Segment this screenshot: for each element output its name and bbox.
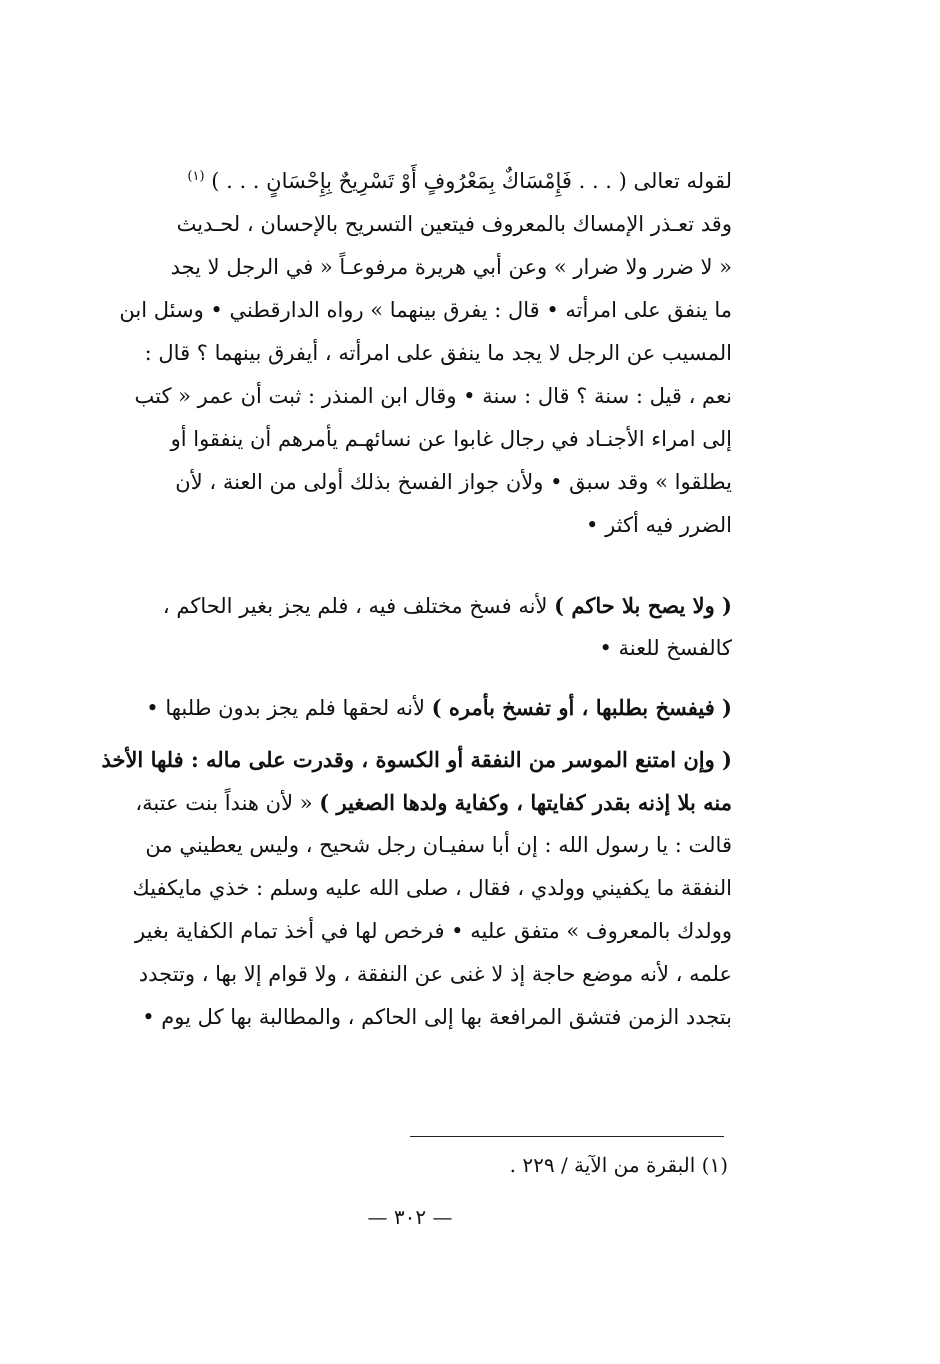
paragraph-3 bbox=[60, 686, 732, 729]
ruling-explanation: لأنه فسخ مختلف فيه ، فلم يجز بغير الحاكم ، bbox=[162, 594, 555, 618]
text-line: ما ينفق على امرأته • قال : يفرق بينهما » رواه الدارقطني • وسئل ابن bbox=[119, 298, 732, 322]
ruling-heading: منه بلا إذنه بقدر كفايتها ، وكفاية ولدها الصغير ) bbox=[319, 790, 732, 815]
paragraph-1 bbox=[60, 160, 732, 547]
paragraph-2 bbox=[60, 584, 732, 670]
text-line: ( وإن امتنع الموسر من النفقة أو الكسوة ، وقدرت على ماله : فلها الأخذ bbox=[101, 747, 732, 772]
ruling-explanation: لأنه لحقها فلم يجز بدون طلبها • bbox=[146, 696, 425, 720]
footnote-marker: (١) bbox=[187, 169, 205, 184]
text-line: « لا ضرر ولا ضرار » وعن أبي هريرة مرفوعـاً « في الرجل لا يجد bbox=[170, 255, 732, 279]
hadith-intro: « لأن هنداً بنت عتبة، bbox=[135, 791, 320, 815]
ruling-heading: ( ولا يصح بلا حاكم ) bbox=[554, 593, 732, 618]
text-line bbox=[60, 160, 732, 203]
ruling-heading: ( فيفسخ بطلبها ، أو تفسخ بأمره ) bbox=[431, 695, 732, 720]
footnote: (١) البقرة من الآية / ٢٢٩ . bbox=[509, 1153, 728, 1177]
page-number: — ٣٠٢ — bbox=[367, 1205, 453, 1229]
text-line: نعم ، قيل : سنة ؟ قال : سنة • وقال ابن المنذر : ثبت أن عمر « كتب bbox=[134, 384, 732, 408]
footnote-divider bbox=[410, 1136, 724, 1137]
text-line bbox=[60, 781, 732, 824]
text-line bbox=[60, 584, 732, 627]
text-line: قالت : يا رسول الله : إن أبا سفيـان رجل شحيح ، وليس يعطيني من bbox=[145, 833, 732, 857]
text-line: علمه ، لأنه موضع حاجة إذ لا غنى عن النفقة ، ولا قوام إلا بها ، وتتجدد bbox=[138, 962, 732, 986]
text-line: بتجدد الزمن فتشق المرافعة بها إلى الحاكم ، والمطالبة بها كل يوم • bbox=[142, 1005, 732, 1029]
text-line: إلى امراء الأجنـاد في رجال غابوا عن نسائهـم يأمرهم أن ينفقوا أو bbox=[170, 427, 732, 451]
text-line: يطلقوا » وقد سبق • ولأن جواز الفسخ بذلك أولى من العنة ، لأن bbox=[175, 470, 732, 494]
text-line bbox=[60, 686, 732, 729]
text-line: المسيب عن الرجل لا يجد ما ينفق على امرأته ، أيفرق بينهما ؟ قال : bbox=[144, 341, 732, 365]
quran-quote-line: لقوله تعالى ( . . . فَإِمْسَاكٌ بِمَعْرُوفٍ أَوْ تَسْرِيحٌ بِإِحْسَانٍ . . . ) bbox=[211, 169, 732, 193]
text-line: النفقة ما يكفيني وولدي ، فقال ، صلى الله عليه وسلم : خذي مايكفيك bbox=[132, 876, 732, 900]
paragraph-4 bbox=[60, 738, 732, 1039]
text-line: وولدك بالمعروف » متفق عليه • فرخص لها في أخذ تمام الكفاية بغير bbox=[135, 919, 732, 943]
text-line: وقد تعـذر الإمساك بالمعروف فيتعين التسريح بالإحسان ، لحـديث bbox=[176, 212, 732, 236]
text-line: كالفسخ للعنة • bbox=[599, 636, 732, 660]
text-line: الضرر فيه أكثر • bbox=[586, 513, 732, 537]
